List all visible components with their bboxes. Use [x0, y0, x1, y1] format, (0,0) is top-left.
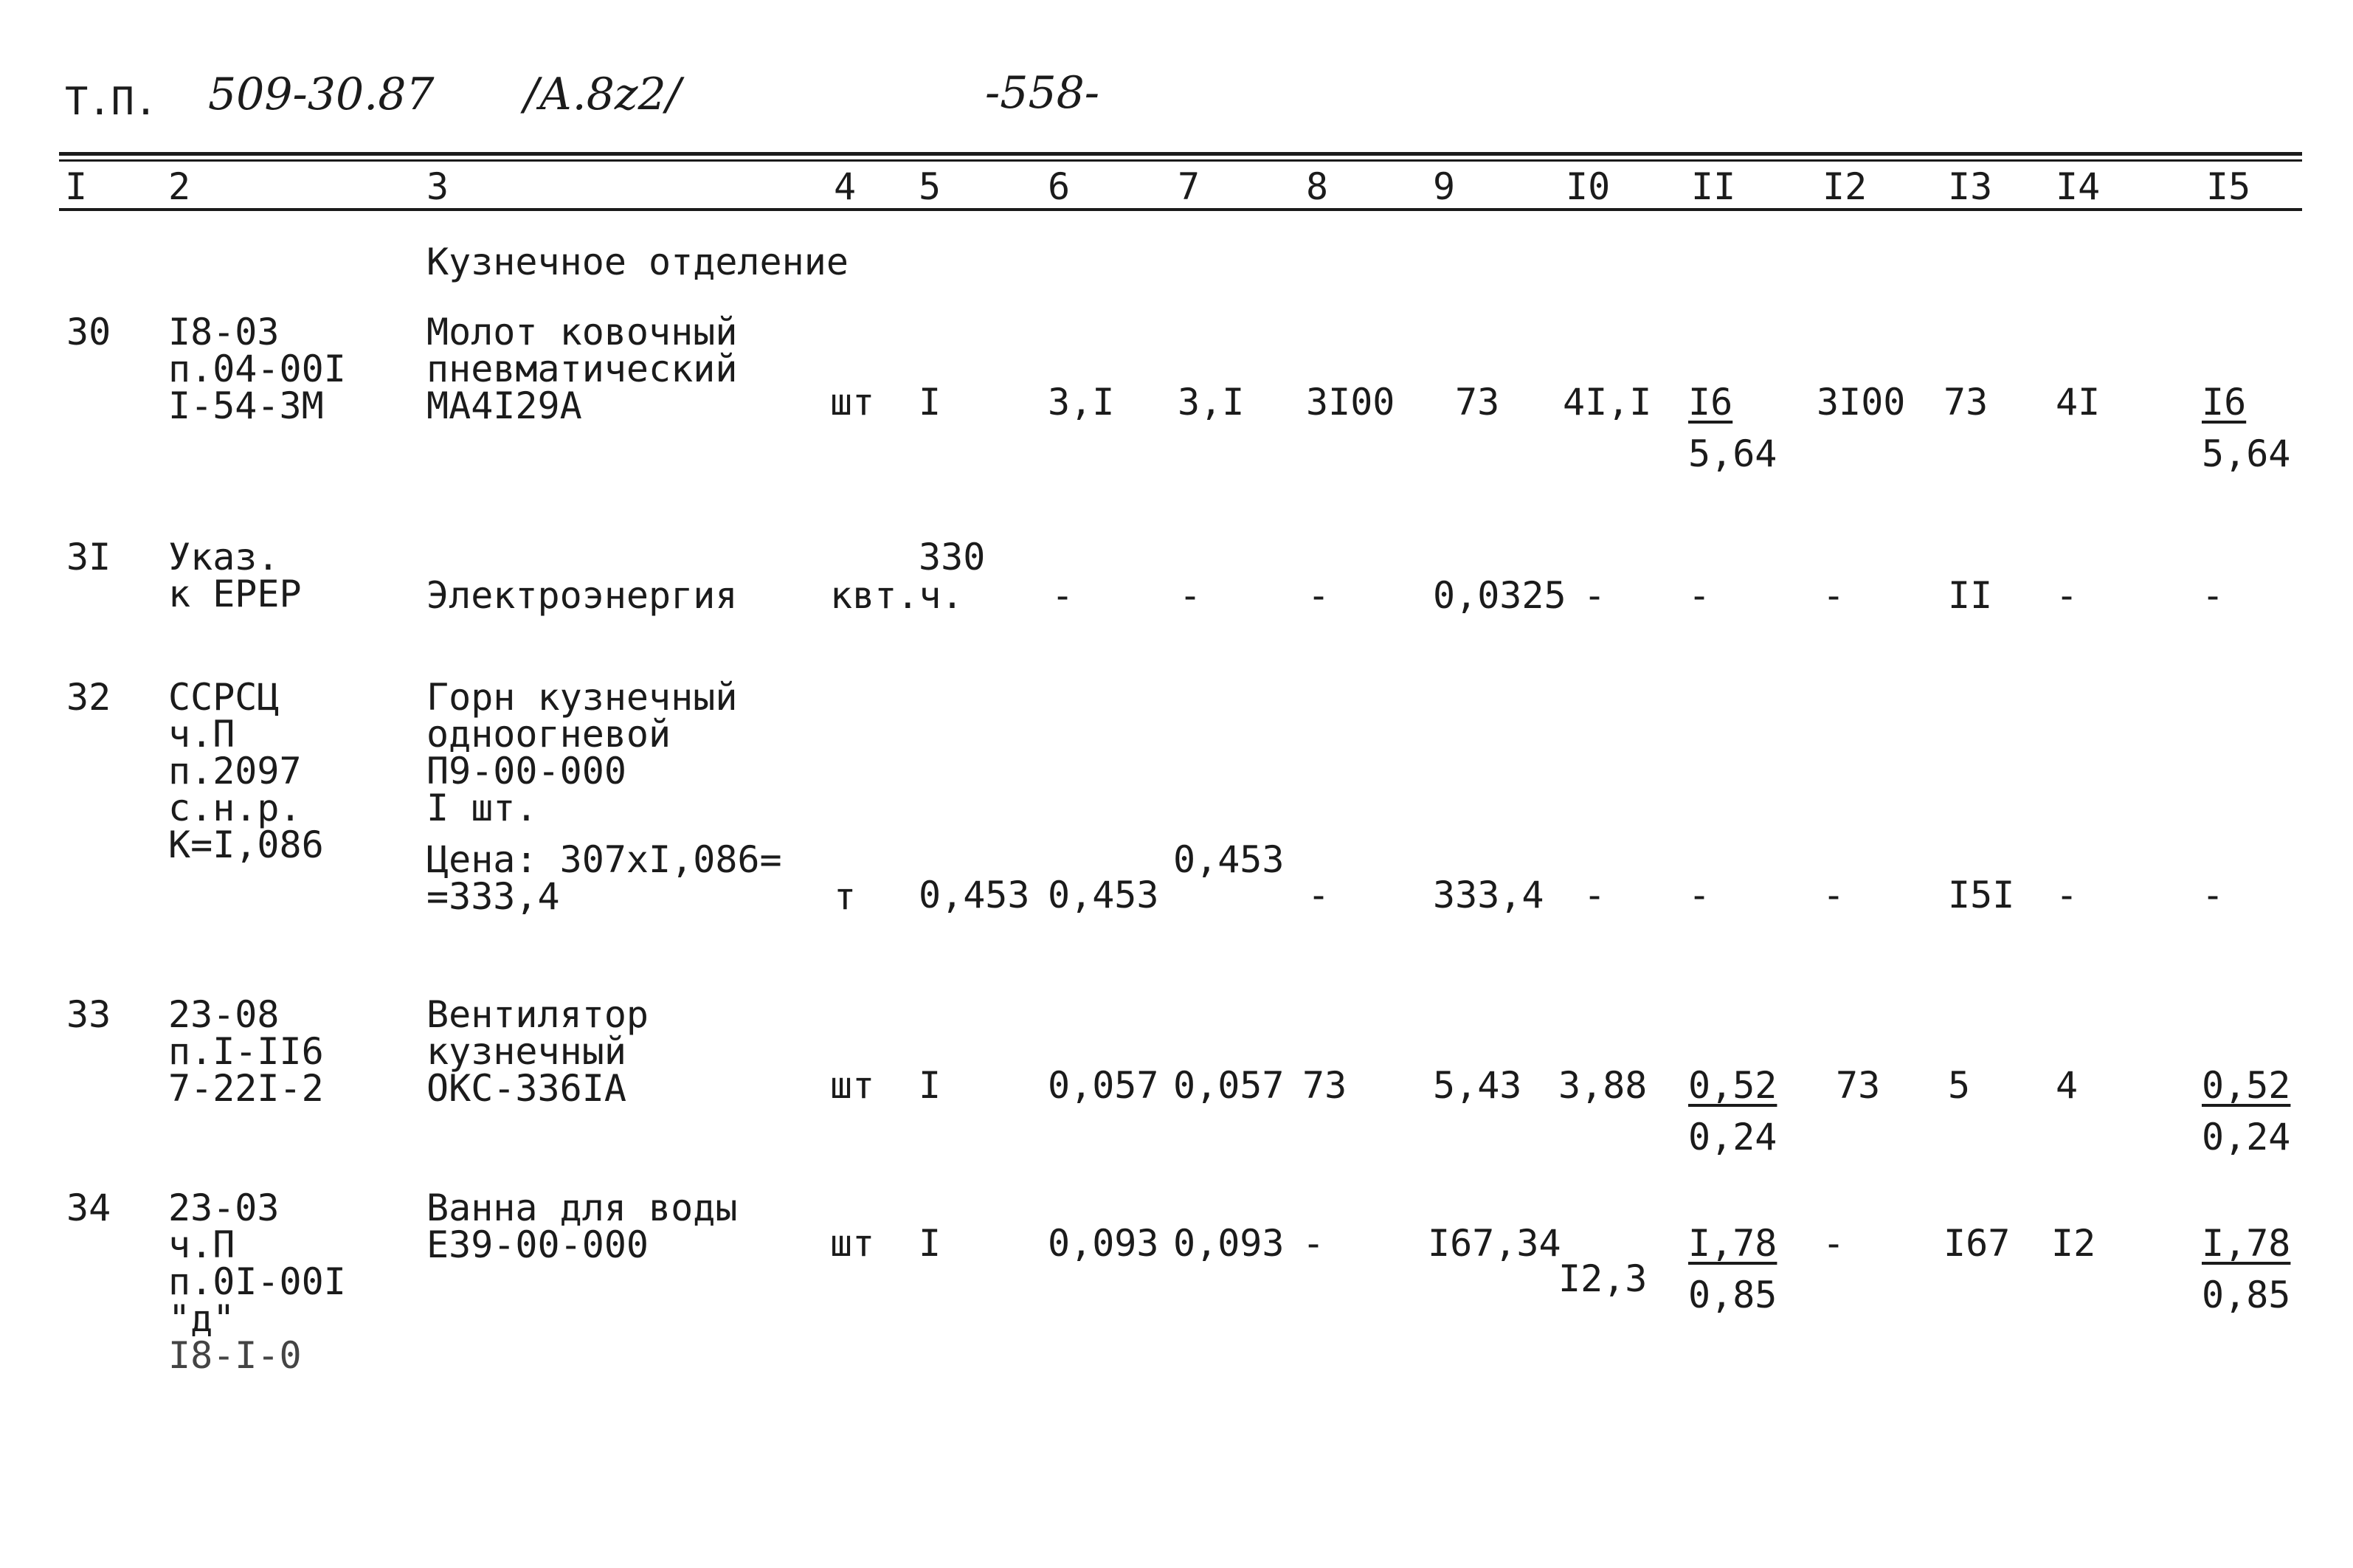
cell-c9: 73: [1455, 381, 1500, 424]
fraction-top: I,78: [1688, 1222, 1777, 1265]
album-ref: /А.8z2/: [524, 69, 681, 120]
cell-c10: -: [1583, 874, 1606, 916]
unit: шт: [830, 1064, 875, 1107]
cell-c8: 3I00: [1306, 381, 1395, 424]
cell-c7: 3,I: [1178, 381, 1245, 424]
cell-c5: I: [919, 381, 941, 424]
cell-c6: 0,453: [1048, 874, 1159, 916]
fraction-top: I,78: [2202, 1222, 2291, 1265]
row-number: 30: [66, 311, 111, 353]
item-name: Вентилятор кузнечный ОКС-336IА: [426, 993, 649, 1110]
column-header: 2: [168, 165, 191, 208]
page-number: -558-: [985, 67, 1100, 119]
cell-c10: 4I,I: [1563, 381, 1652, 424]
cell-c11: -: [1688, 874, 1711, 916]
cell-c14: -: [2056, 574, 2079, 617]
row-number: 3I: [66, 536, 111, 578]
doc-code: 509-30.87: [208, 69, 435, 120]
header-bottom-rule: [59, 208, 2302, 211]
price-reference: ССРСЦ ч.П п.2097 с.н.р. К=I,086: [168, 676, 324, 866]
section-title: Кузнечное отделение: [426, 241, 849, 283]
unit: квт.ч.: [830, 574, 964, 617]
price-reference: 23-08 п.I-II6 7-22I-2: [168, 993, 324, 1110]
fraction-bottom: 0,85: [1688, 1274, 1777, 1316]
fraction-top: I6: [1688, 381, 1733, 424]
column-header: 5: [919, 165, 941, 208]
cell-c13: I67: [1943, 1222, 2011, 1265]
cell-c9: 5,43: [1433, 1064, 1522, 1107]
row-number: 33: [66, 993, 111, 1036]
column-header: I3: [1948, 165, 1993, 208]
cell-c9: 333,4: [1433, 874, 1544, 916]
fraction-bottom: 0,24: [1688, 1116, 1777, 1158]
cell-c5: 330: [919, 536, 986, 578]
table-top-rule: [59, 152, 2302, 156]
cell-c6: 3,I: [1048, 381, 1115, 424]
cell-c12: -: [1822, 1222, 1845, 1265]
cell-c9: 0,0325: [1433, 574, 1566, 617]
cell-c8: -: [1307, 574, 1330, 617]
price-reference-cut: I8-I-0: [168, 1334, 302, 1377]
cell-c5: I: [919, 1064, 941, 1107]
cell-c11: -: [1688, 574, 1711, 617]
cell-c15: -: [2202, 874, 2225, 916]
cell-c7: -: [1179, 574, 1202, 617]
column-header: 6: [1048, 165, 1071, 208]
cell-c12: 3I00: [1817, 381, 1906, 424]
cell-c10: 3,88: [1558, 1064, 1648, 1107]
cell-c10: -: [1583, 574, 1606, 617]
unit: шт: [830, 1222, 875, 1265]
cell-c15: -: [2202, 574, 2225, 617]
cell-c10: I2,3: [1558, 1257, 1648, 1300]
fraction-bottom: 5,64: [2202, 432, 2291, 475]
cell-c12: -: [1822, 874, 1845, 916]
price-reference: 23-03 ч.П п.0I-00I "д": [168, 1187, 346, 1340]
cell-c5: I: [919, 1222, 941, 1265]
item-name: Молот ковочный пневматический МА4I29А: [426, 311, 738, 427]
cell-c7: 0,453: [1173, 838, 1285, 881]
column-header: I5: [2206, 165, 2251, 208]
column-header: 4: [834, 165, 857, 208]
cell-c5: 0,453: [919, 874, 1030, 916]
fraction-bottom: 5,64: [1688, 432, 1777, 475]
fraction-top: 0,52: [2202, 1064, 2291, 1107]
fraction-bottom: 0,85: [2202, 1274, 2291, 1316]
unit: т: [834, 875, 857, 918]
doc-prefix: Т.П.: [65, 80, 158, 124]
price-reference: Указ. к ЕРЕР: [168, 536, 302, 615]
column-header: II: [1691, 165, 1736, 208]
column-header: I0: [1566, 165, 1611, 208]
cell-c12: 73: [1836, 1064, 1881, 1107]
column-header: 8: [1306, 165, 1329, 208]
column-header: I4: [2056, 165, 2101, 208]
cell-c14: I2: [2051, 1222, 2096, 1265]
cell-c6: 0,057: [1048, 1064, 1159, 1107]
table-top-rule-2: [59, 159, 2302, 162]
cell-c14: -: [2056, 874, 2079, 916]
cell-c14: 4: [2056, 1064, 2079, 1107]
column-header: 9: [1433, 165, 1456, 208]
cell-c13: 5: [1948, 1064, 1971, 1107]
item-name: Ванна для воды Е39-00-000: [426, 1187, 738, 1266]
price-reference: I8-03 п.04-00I I-54-3М: [168, 311, 346, 427]
cell-c13: I5I: [1948, 874, 2015, 916]
item-name: Горн кузнечный одноогневой П9-00-000 I шт.: [426, 676, 738, 829]
cell-c13: 73: [1943, 381, 1989, 424]
cell-c8: 73: [1302, 1064, 1347, 1107]
cell-c13: II: [1948, 574, 1993, 617]
fraction-top: 0,52: [1688, 1064, 1777, 1107]
cell-c6: 0,093: [1048, 1222, 1159, 1265]
fraction-bottom: 0,24: [2202, 1116, 2291, 1158]
row-number: 32: [66, 676, 111, 719]
cell-c8: -: [1302, 1222, 1325, 1265]
fraction-top: I6: [2202, 381, 2247, 424]
cell-c7: 0,057: [1173, 1064, 1285, 1107]
price-calculation: Цена: 307хI,086= =333,4: [426, 838, 782, 918]
cell-c9: I67,34: [1428, 1222, 1561, 1265]
column-header: I: [65, 165, 88, 208]
cell-c7: 0,093: [1173, 1222, 1285, 1265]
row-number: 34: [66, 1187, 111, 1229]
unit: шт: [830, 381, 875, 424]
column-header: I2: [1822, 165, 1867, 208]
cell-c12: -: [1822, 574, 1845, 617]
column-header: 3: [426, 165, 449, 208]
item-name: Электроэнергия: [426, 574, 738, 617]
cell-c14: 4I: [2056, 381, 2101, 424]
cell-c6: -: [1051, 574, 1074, 617]
cell-c8: -: [1307, 874, 1330, 916]
column-header: 7: [1178, 165, 1200, 208]
